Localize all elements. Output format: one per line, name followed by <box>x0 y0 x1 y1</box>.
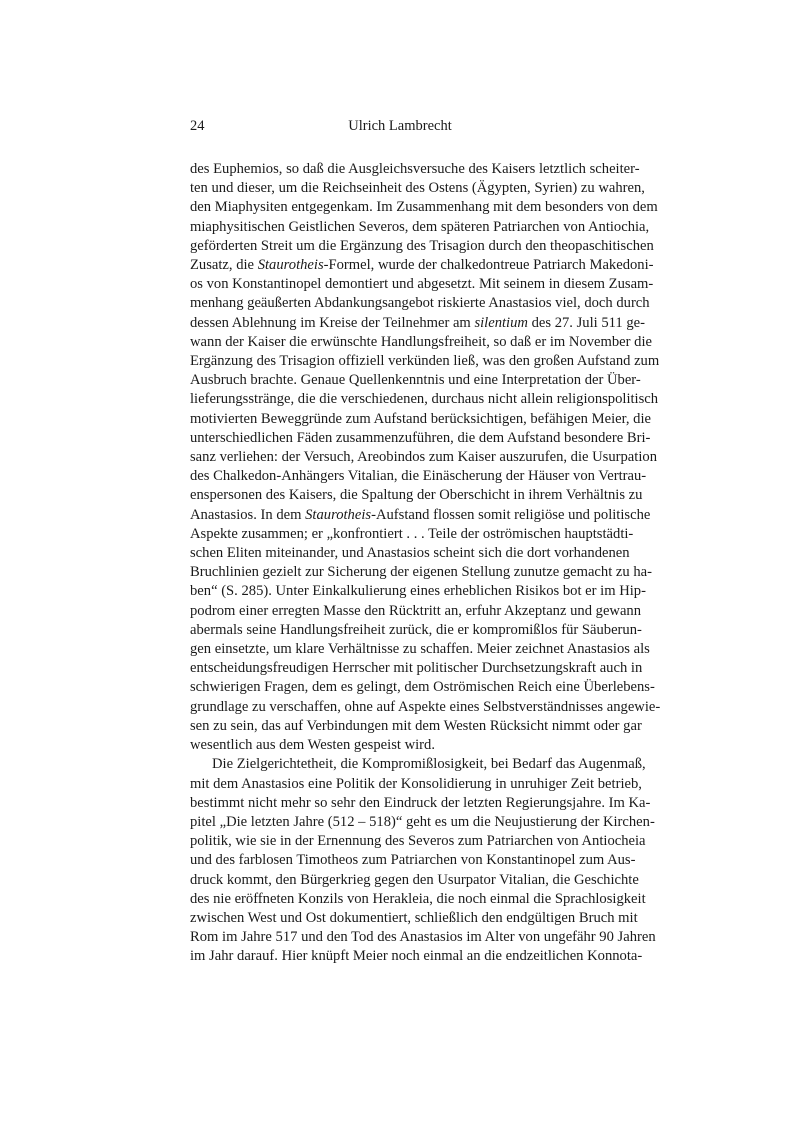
text-line <box>190 314 645 333</box>
text-line <box>190 352 660 371</box>
text-line <box>190 909 638 928</box>
text-run: abermals seine Handlungsfreiheit zurück, die er kompromißlos für Säuberun- <box>190 621 642 638</box>
paragraph-2 <box>190 755 656 966</box>
text-run: des Euphemios, so daß die Ausgleichsversuche des Kaisers letztlich scheiter- <box>190 161 640 177</box>
text-line <box>190 678 655 697</box>
text-run: und des farblosen Timotheos zum Patriarchen von Konstantinopel zum Aus- <box>190 852 636 869</box>
text-line <box>190 755 646 774</box>
text-line <box>190 371 641 390</box>
text-line <box>190 448 657 467</box>
text-line <box>190 602 642 621</box>
text-run: schen Eliten miteinander, und Anastasios scheint sich die dort vorhandenen <box>190 545 630 562</box>
text-run: podrom einer erregten Masse den Rücktritt an, erfuhr Akzeptanz und gewann <box>190 602 642 619</box>
text-line <box>190 794 651 813</box>
text-run: Anastasios. In dem <box>190 506 306 523</box>
italic-term: Staurotheis <box>305 506 372 523</box>
text-run: dessen Ablehnung im Kreise der Teilnehmer am <box>190 314 475 331</box>
text-run: os von Konstantinopel demontiert und abgesetzt. Mit seinem in diesem Zusam- <box>190 276 654 293</box>
text-run: pitel „Die letzten Jahre (512 – 518)“ geht es um die Neujustierung der Kirchen- <box>190 813 655 830</box>
text-run: enspersonen des Kaisers, die Spaltung der Oberschicht in ihrem Verhältnis zu <box>190 487 643 504</box>
text-line <box>190 429 651 448</box>
text-run: den Miaphysiten entgegenkam. Im Zusammenhang mit dem besonders von dem <box>190 199 658 216</box>
italic-term: Staurotheis <box>257 257 324 274</box>
text-run: grundlage zu verschaffen, ohne auf Aspekte eines Selbstverständnisses angewie- <box>190 698 661 715</box>
text-run: schwierigen Fragen, dem es gelingt, dem Oströmischen Reich eine Überlebens- <box>190 679 655 696</box>
text-line <box>190 775 642 794</box>
text-line <box>190 698 661 717</box>
page-header <box>190 118 610 138</box>
text-line <box>190 390 659 409</box>
text-run: miaphysitischen Geistlichen Severos, dem späteren Patriarchen von Antiochia, <box>190 218 650 235</box>
text-run: des nie eröffneten Konzils von Herakleia, die noch einmal die Sprachlosigkeit <box>190 890 646 907</box>
text-run: sanz verliehen: der Versuch, Areobindos zum Kaiser auszurufen, die Usurpation <box>190 449 657 466</box>
text-line <box>190 544 630 563</box>
text-line <box>190 947 643 966</box>
text-run: Zusatz, die <box>190 257 258 274</box>
running-head: Ulrich Lambrecht <box>348 118 452 134</box>
text-run: sen zu sein, das auf Verbindungen mit dem Westen Rücksicht nimmt oder gar <box>190 717 642 734</box>
text-line <box>190 410 651 429</box>
text-run: lieferungsstränge, die die verschiedenen, durchaus nicht allein religionspolitisch <box>190 391 659 408</box>
text-line <box>190 256 654 275</box>
text-run: Die Zielgerichtetheit, die Kompromißlosigkeit, bei Bedarf das Augenmaß, <box>212 756 646 773</box>
text-run: zwischen West und Ost dokumentiert, schließlich den endgültigen Bruch mit <box>190 909 638 926</box>
text-line <box>190 851 636 870</box>
text-run: Ergänzung des Trisagion offiziell verkünden ließ, was den großen Aufstand zum <box>190 353 660 370</box>
text-line <box>190 486 643 505</box>
text-run: des Chalkedon-Anhängers Vitalian, die Einäscherung der Häuser von Vertrau- <box>190 468 647 485</box>
text-run: bestimmt nicht mehr so sehr den Eindruck der letzten Regierungsjahre. Im Ka- <box>190 794 651 811</box>
text-run: wann der Kaiser die erwünschte Handlungsfreiheit, so daß er im November die <box>190 333 652 350</box>
text-run: ten und dieser, um die Reichseinheit des Ostens (Ägypten, Syrien) zu wahren, <box>190 180 645 197</box>
text-line <box>190 659 643 678</box>
text-line <box>190 333 652 352</box>
text-line <box>190 198 658 217</box>
text-line <box>190 736 610 755</box>
text-line <box>190 218 650 237</box>
italic-term: silentium <box>474 314 528 331</box>
text-line <box>190 525 634 544</box>
text-line <box>190 467 647 486</box>
text-line <box>190 160 640 179</box>
text-line <box>190 237 654 256</box>
text-run: -Formel, wurde der chalkedontreue Patriarch Makedoni- <box>323 257 654 274</box>
text-line <box>190 832 646 851</box>
text-run: geförderten Streit um die Ergänzung des Trisagion durch den theopaschitischen <box>190 237 654 254</box>
text-line <box>190 275 654 294</box>
text-run: im Jahr darauf. Hier knüpft Meier noch einmal an die endzeitlichen Konnota- <box>190 948 643 965</box>
text-line <box>190 506 651 525</box>
text-run: motivierten Beweggründe zum Aufstand berücksichtigen, befähigen Meier, die <box>190 410 651 427</box>
text-line <box>190 294 650 313</box>
text-line <box>190 890 646 909</box>
text-run: menhang geäußerten Abdankungsangebot riskierte Anastasios viel, doch durch <box>190 295 650 312</box>
text-run: des 27. Juli 511 ge- <box>527 314 645 331</box>
text-run: Ausbruch brachte. Genaue Quellenkenntnis und eine Interpretation der Über- <box>190 372 641 389</box>
body-text <box>190 160 661 967</box>
text-line <box>190 928 656 947</box>
text-line <box>190 717 642 736</box>
text-run: unterschiedlichen Fäden zusammenzuführen, die dem Aufstand besondere Bri- <box>190 429 651 446</box>
text-line <box>190 179 645 198</box>
text-line <box>190 563 652 582</box>
text-run: politik, wie sie in der Ernennung des Severos zum Patriarchen von Antiocheia <box>190 833 646 850</box>
text-run: -Aufstand flossen somit religiöse und politische <box>371 506 651 523</box>
text-run: druck kommt, den Bürgerkrieg gegen den Usurpator Vitalian, die Geschichte <box>190 871 639 888</box>
text-line <box>190 621 642 640</box>
page-number: 24 <box>190 118 205 134</box>
text-run: wesentlich aus dem Westen gespeist wird. <box>190 737 435 754</box>
text-run: entscheidungsfreudigen Herrscher mit politischer Durchsetzungskraft auch in <box>190 660 643 677</box>
text-run: mit dem Anastasios eine Politik der Konsolidierung in unruhiger Zeit betrieb, <box>190 775 642 792</box>
text-run: Aspekte zusammen; er „konfrontiert . . . Teile der oströmischen hauptstädti- <box>190 525 634 542</box>
text-line <box>190 871 639 890</box>
text-line <box>190 813 655 832</box>
text-run: ben“ (S. 285). Unter Einkalkulierung eines erheblichen Risikos bot er im Hip- <box>190 583 646 600</box>
text-run: Rom im Jahre 517 und den Tod des Anastasios im Alter von ungefähr 90 Jahren <box>190 929 656 946</box>
text-run: Bruchlinien gezielt zur Sicherung der eigenen Stellung zunutze gemacht zu ha- <box>190 564 652 581</box>
text-line <box>190 640 650 659</box>
text-run: gen einsetzte, um klare Verhältnisse zu schaffen. Meier zeichnet Anastasios als <box>190 641 650 658</box>
text-line <box>190 582 646 601</box>
paragraph-1 <box>190 160 661 755</box>
